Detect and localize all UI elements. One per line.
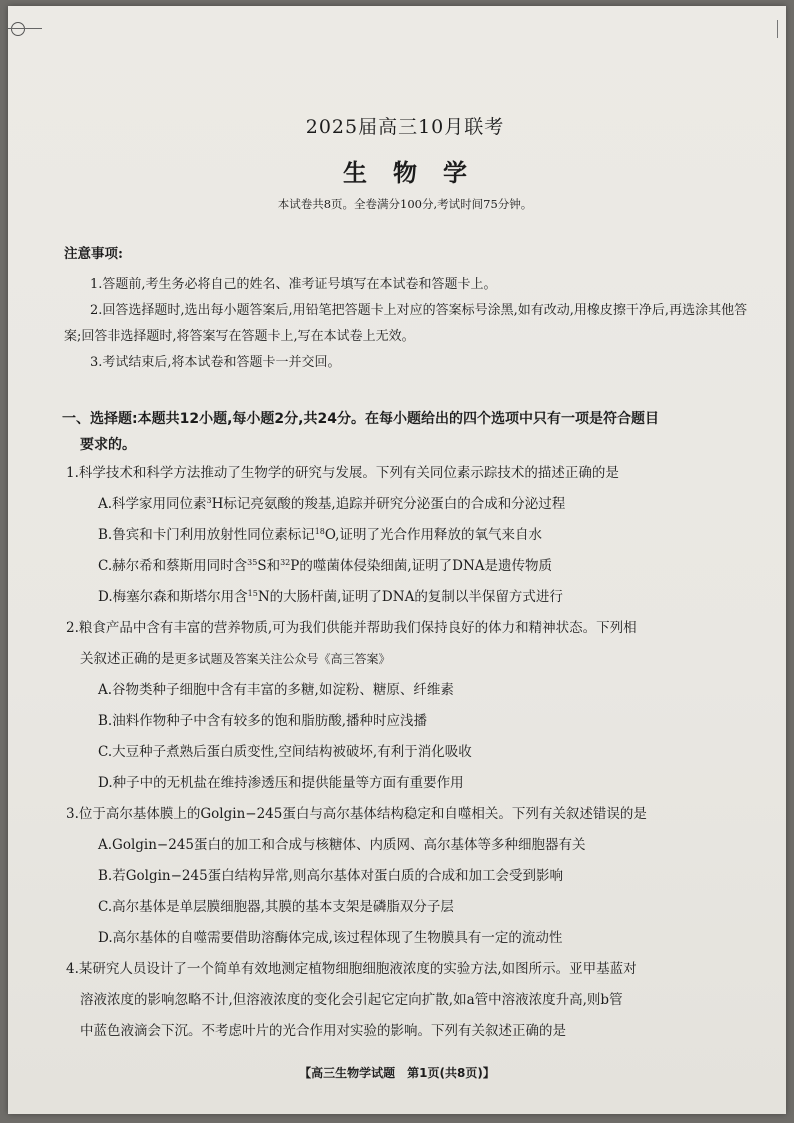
- question-1: [60, 458, 750, 613]
- notice-item: 3.考试结束后,将本试卷和答题卡一并交回。: [90, 355, 341, 370]
- option-text: P的噬菌体侵染细菌,证明了DNA是遗传物质: [290, 558, 553, 574]
- question-stem: [66, 644, 750, 675]
- notice-item: 1.答题前,考生务必将自己的姓名、准考证号填写在本试卷和答题卡上。: [90, 277, 497, 292]
- subject-title: 生物学: [343, 158, 493, 187]
- question-2: [60, 613, 750, 799]
- section-heading-line: 一、选择题:本题共12小题,每小题2分,共24分。在每小题给出的四个选项中只有一项是符合题目: [62, 411, 659, 427]
- notice-heading: 注意事项:: [64, 246, 123, 262]
- notice-list: [60, 272, 750, 376]
- option-c: C.高尔基体是单层膜细胞器,其膜的基本支架是磷脂双分子层: [98, 899, 454, 915]
- page-footer: 【高三生物学试题 第1页(共8页)】: [299, 1066, 495, 1080]
- question-stem: 3.位于高尔基体膜上的Golgin−245蛋白与高尔基体结构稳定和自噬相关。下列有关叙述错误的是: [66, 806, 647, 822]
- isotope-mass: 18: [314, 527, 325, 536]
- margin-line: [8, 28, 42, 29]
- question-4: [60, 954, 750, 1047]
- option-a: A.谷物类种子细胞中含有丰富的多糖,如淀粉、糖原、纤维素: [98, 682, 454, 698]
- isotope-mass: 3: [206, 496, 212, 505]
- option-d: [98, 582, 750, 613]
- option-c: [98, 551, 750, 582]
- question-stem: [66, 985, 750, 1016]
- question-stem: 1.科学技术和科学方法推动了生物学的研究与发展。下列有关同位素示踪技术的描述正确的是: [66, 465, 619, 481]
- option-a: A.Golgin−245蛋白的加工和合成与核糖体、内质网、高尔基体等多种细胞器有关: [98, 837, 586, 853]
- option-text: A.科学家用同位素: [98, 496, 207, 512]
- option-b: [98, 520, 750, 551]
- option-d: D.种子中的无机盐在维持渗透压和提供能量等方面有重要作用: [98, 775, 464, 791]
- option-text: H标记亮氨酸的羧基,追踪并研究分泌蛋白的合成和分泌过程: [211, 496, 566, 512]
- page-content: [60, 106, 750, 1047]
- question-stem-cont: 溶液浓度的影响忽略不计,但溶液浓度的变化会引起它定向扩散,如a管中溶液浓度升高,则b管: [80, 992, 623, 1008]
- notice-item: 2.回答选择题时,选出每小题答案后,用铅笔把答题卡上对应的答案标号涂黑,如有改动,用橡皮擦干净后,再选涂其他答案;回答非选择题时,将答案写在答题卡上,写在本试卷上无效。: [64, 303, 748, 344]
- option-text: N的大肠杆菌,证明了DNA的复制以半保留方式进行: [257, 589, 563, 605]
- exam-paper: [8, 6, 786, 1114]
- isotope-mass: 35: [247, 558, 258, 567]
- exam-title: 2025届高三10月联考: [305, 116, 505, 138]
- option-b: B.油料作物种子中含有较多的饱和脂肪酸,播种时应浅播: [98, 713, 428, 729]
- section-heading: [62, 406, 750, 458]
- exam-info: 本试卷共8页。全卷满分100分,考试时间75分钟。: [277, 197, 533, 211]
- option-text: C.赫尔希和蔡斯用同时含: [98, 558, 248, 574]
- option-text: B.鲁宾和卡门利用放射性同位素标记: [98, 527, 315, 543]
- ad-note: 更多试题及答案关注公众号《高三答案》: [174, 652, 391, 666]
- isotope-mass: 32: [280, 558, 291, 567]
- question-stem: 2.粮食产品中含有丰富的营养物质,可为我们供能并帮助我们保持良好的体力和精神状态。下列相: [66, 620, 637, 636]
- question-3: [60, 799, 750, 954]
- question-stem-cont: 关叙述正确的是: [80, 651, 175, 667]
- question-stem: 4.某研究人员设计了一个简单有效地测定植物细胞细胞液浓度的实验方法,如图所示。亚甲基蓝对: [66, 961, 637, 977]
- isotope-mass: 15: [247, 589, 258, 598]
- edge-mark: [777, 20, 778, 38]
- question-stem: [66, 1016, 750, 1047]
- option-text: D.梅塞尔森和斯塔尔用含: [98, 589, 248, 605]
- option-b: B.若Golgin−245蛋白结构异常,则高尔基体对蛋白质的合成和加工会受到影响: [98, 868, 563, 884]
- punch-hole-icon: [11, 22, 25, 36]
- option-d: D.高尔基体的自噬需要借助溶酶体完成,该过程体现了生物膜具有一定的流动性: [98, 930, 563, 946]
- section-heading-line: 要求的。: [80, 437, 136, 453]
- option-text: S和: [257, 558, 281, 574]
- option-a: [98, 489, 750, 520]
- question-stem-cont: 中蓝色液滴会下沉。不考虑叶片的光合作用对实验的影响。下列有关叙述正确的是: [80, 1023, 566, 1039]
- option-text: O,证明了光合作用释放的氧气来自水: [324, 527, 542, 543]
- option-c: C.大豆种子煮熟后蛋白质变性,空间结构被破坏,有利于消化吸收: [98, 744, 472, 760]
